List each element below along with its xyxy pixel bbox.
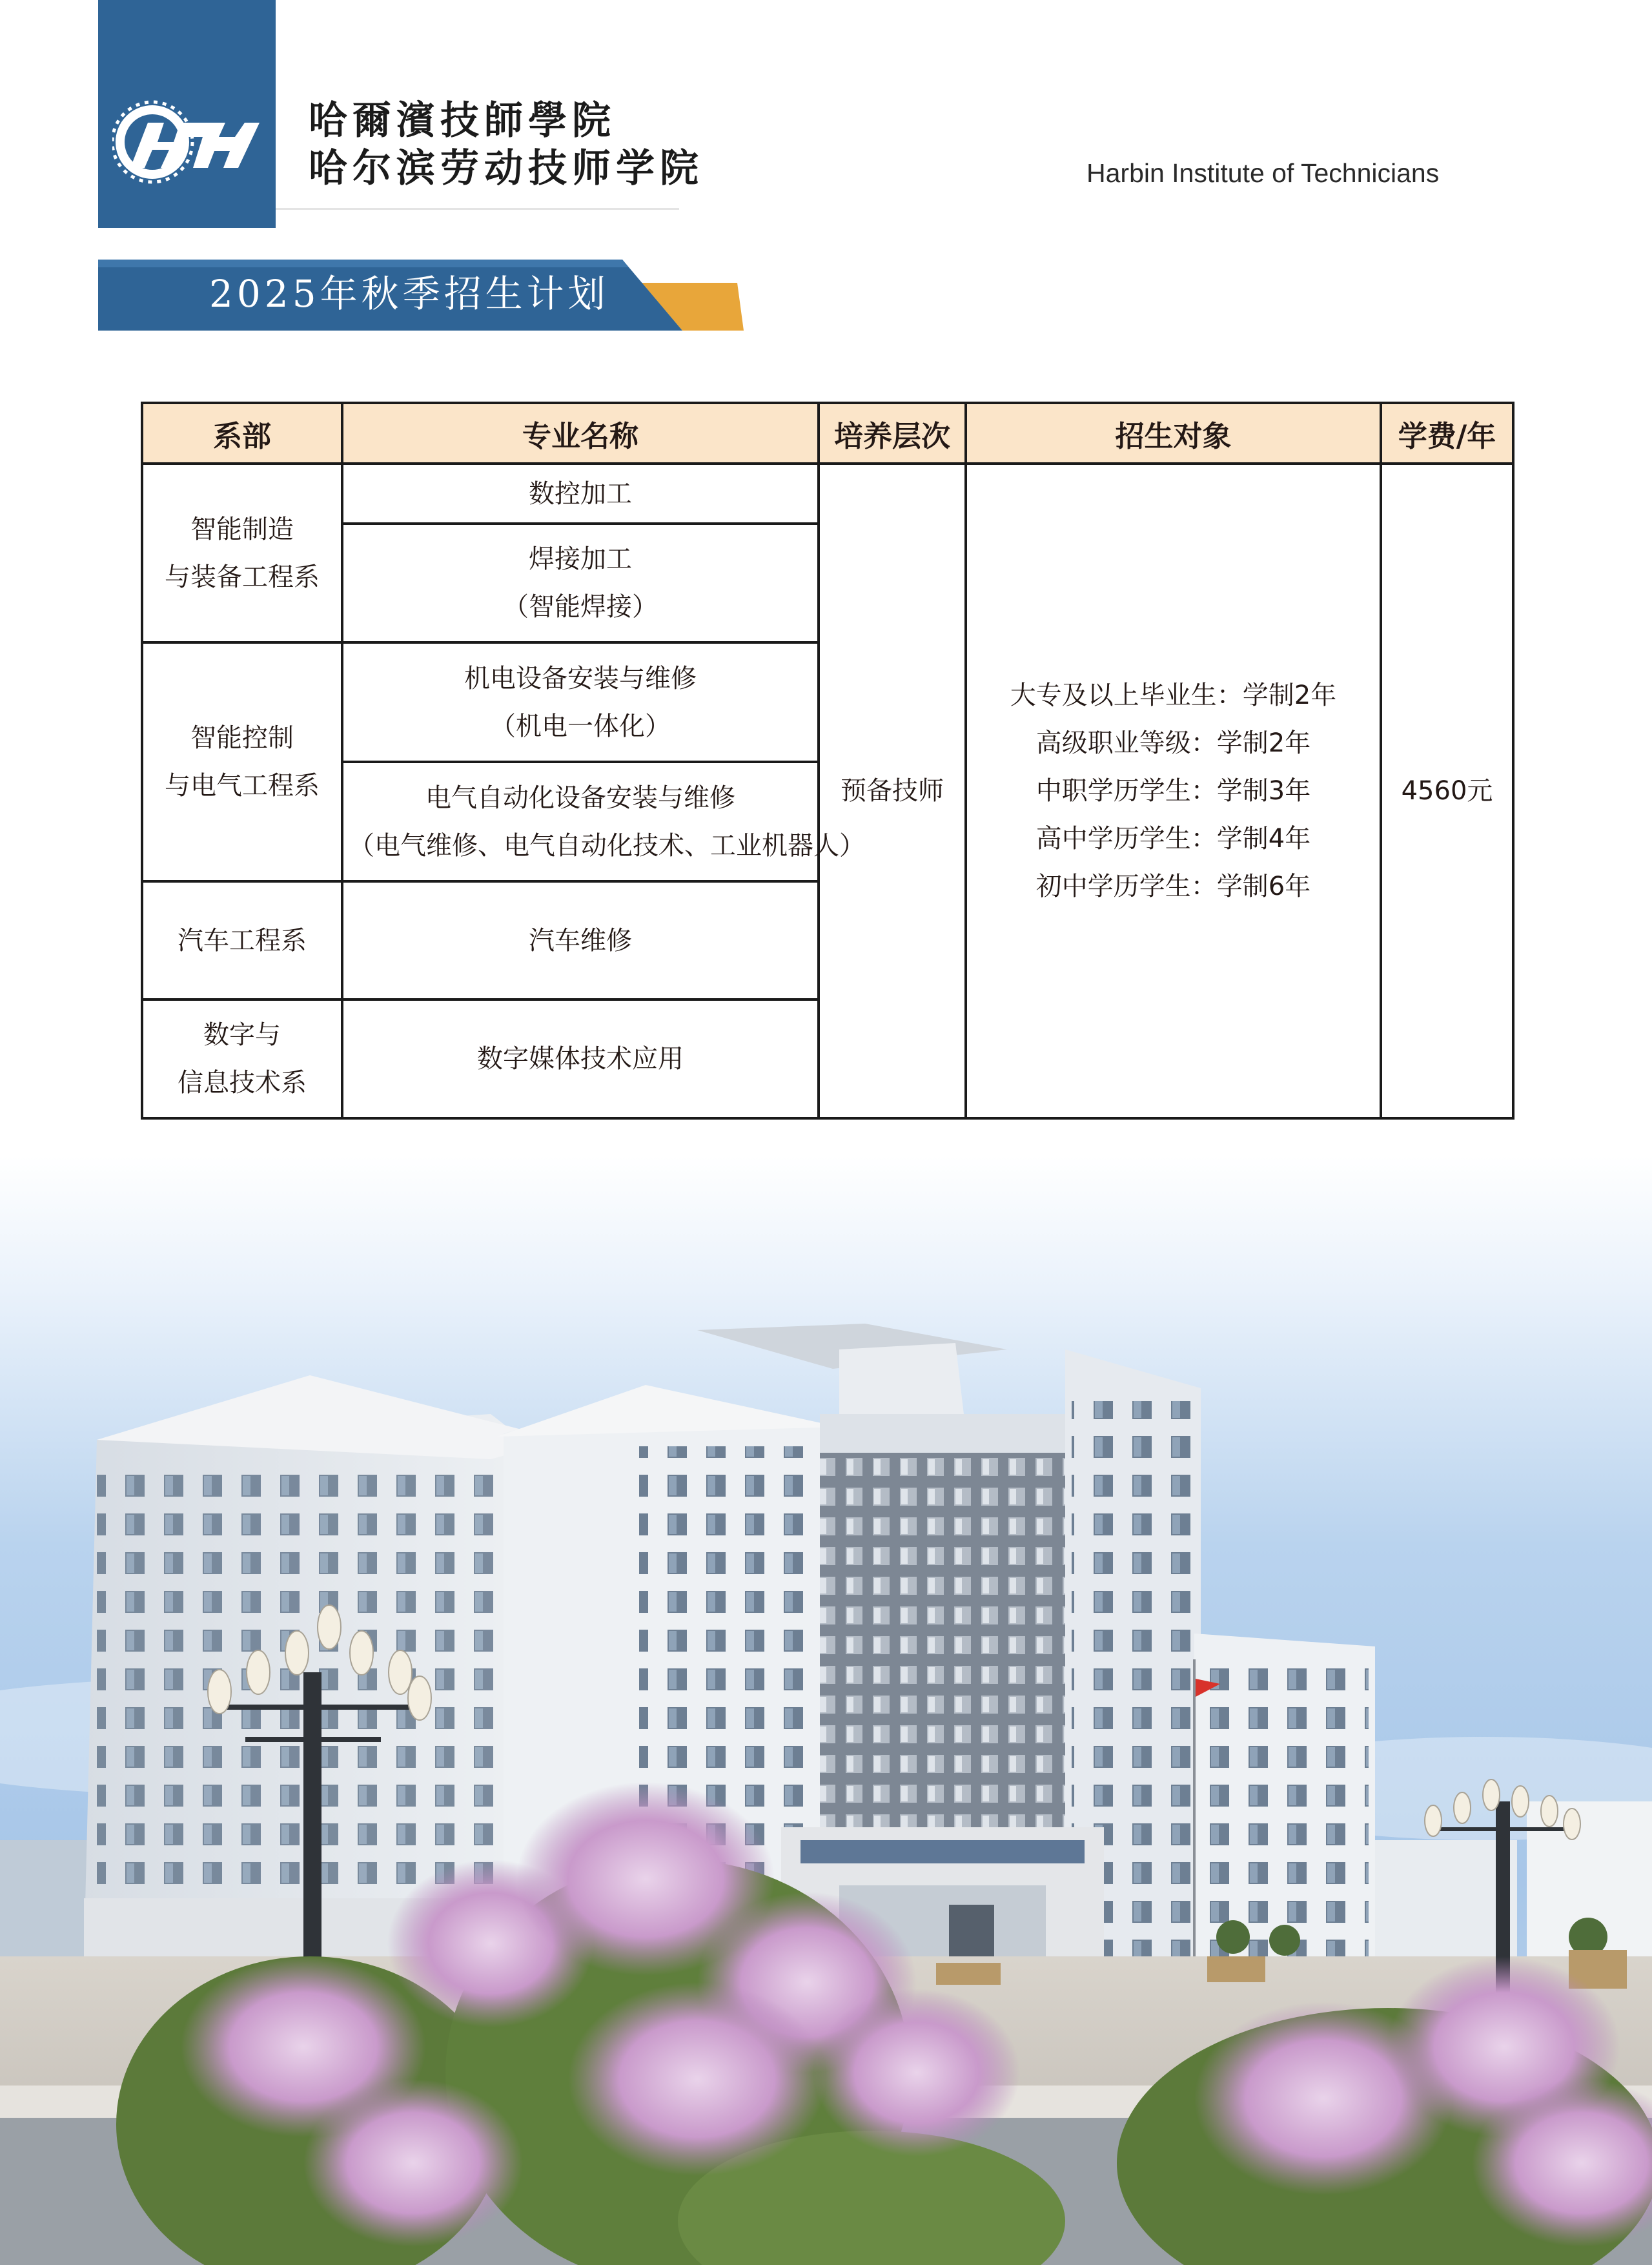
enrollment-plan-table bbox=[141, 402, 1514, 1120]
department-name-line: 数字与 bbox=[203, 1020, 281, 1050]
school-name-simplified: 哈尔滨劳动技师学院 bbox=[309, 146, 704, 191]
header-rule bbox=[276, 208, 679, 210]
major-name-line: 数控加工 bbox=[529, 478, 632, 509]
major-cell bbox=[342, 762, 865, 881]
tuition-cell: 4560元 bbox=[1381, 464, 1513, 1118]
major-name-line: 汽车维修 bbox=[529, 925, 632, 956]
major-cell bbox=[342, 642, 819, 762]
school-name-traditional: 哈爾濱技師學院 bbox=[309, 98, 616, 143]
hit-gear-logo-icon bbox=[112, 97, 261, 187]
header-department: 系部 bbox=[142, 403, 342, 464]
target-line: 大专及以上毕业生：学制2年 bbox=[1010, 681, 1337, 710]
department-name-line: 汽车工程系 bbox=[178, 925, 307, 956]
major-name-line: （电气维修、电气自动化技术、工业机器人） bbox=[349, 830, 865, 861]
table-row bbox=[142, 464, 1513, 524]
school-name-block bbox=[309, 97, 704, 192]
major-cell bbox=[342, 464, 819, 524]
target-line: 高中学历学生：学制4年 bbox=[1035, 824, 1311, 854]
header-level: 培养层次 bbox=[819, 403, 966, 464]
department-cell bbox=[142, 999, 342, 1118]
header-major: 专业名称 bbox=[342, 403, 819, 464]
department-cell bbox=[142, 881, 342, 999]
major-name-line: （智能焊接） bbox=[503, 592, 658, 622]
campus-building-photo bbox=[0, 1156, 1652, 2265]
department-name-line: 与电气工程系 bbox=[165, 771, 320, 801]
campus-illustration bbox=[0, 1156, 1652, 2265]
school-name-english: Harbin Institute of Technicians bbox=[1086, 158, 1440, 188]
department-name-line: 与装备工程系 bbox=[165, 562, 320, 592]
department-cell bbox=[142, 464, 342, 642]
banner-title: 2025年秋季招生计划 bbox=[209, 272, 609, 316]
major-cell bbox=[342, 524, 819, 642]
target-line: 中职学历学生：学制3年 bbox=[1035, 776, 1311, 806]
target-line: 初中学历学生：学制6年 bbox=[1035, 872, 1311, 901]
header-tuition: 学费/年 bbox=[1381, 403, 1513, 464]
major-name-line: 电气自动化设备安装与维修 bbox=[425, 783, 735, 813]
target-line: 高级职业等级：学制2年 bbox=[1035, 728, 1311, 758]
major-cell bbox=[342, 881, 819, 999]
major-name-line: 机电设备安装与维修 bbox=[464, 663, 697, 693]
target-cell bbox=[966, 464, 1381, 1118]
header-target: 招生对象 bbox=[966, 403, 1381, 464]
department-name-line: 智能控制 bbox=[190, 723, 294, 753]
major-name-line: （机电一体化） bbox=[490, 711, 671, 741]
department-cell bbox=[142, 642, 342, 881]
logo-panel bbox=[98, 0, 276, 228]
department-name-line: 智能制造 bbox=[190, 514, 294, 544]
major-name-line: 焊接加工 bbox=[529, 544, 632, 574]
department-name-line: 信息技术系 bbox=[178, 1068, 307, 1098]
major-name-line: 数字媒体技术应用 bbox=[477, 1044, 684, 1074]
table-header-row bbox=[142, 403, 1513, 464]
title-banner bbox=[98, 258, 744, 331]
level-cell: 预备技师 bbox=[819, 464, 966, 1118]
major-cell bbox=[342, 999, 819, 1118]
